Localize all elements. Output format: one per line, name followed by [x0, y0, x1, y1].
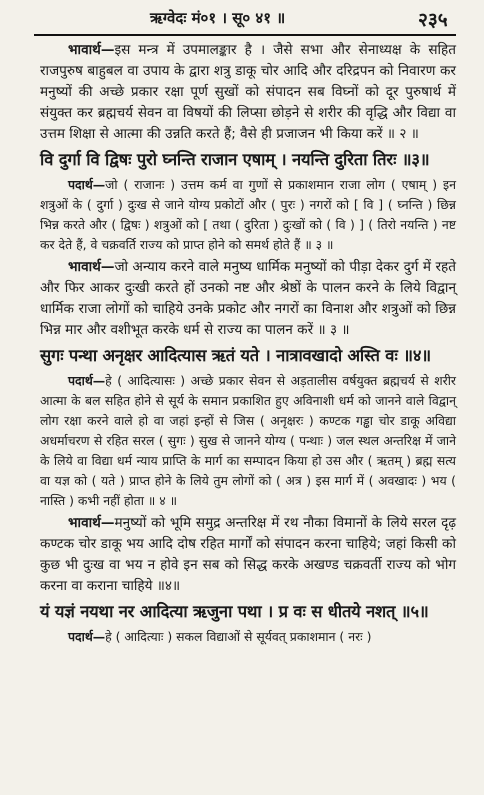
padartha-3-paragraph	[40, 175, 456, 255]
page-number: २३५	[418, 9, 448, 31]
verse-5: यं यज्ञं नयथा नर आदित्या ऋजुना पथा । प्र वः स धीतये नशत् ॥५॥	[40, 602, 429, 621]
bhavartha-4-text: मनुष्यों को भूमि समुद्र अन्तरिक्ष में रथ नौका विमानों के लिये सरल दृढ़ कण्टक चोर डाकू भय आदि दोष रहित मार्गों को संपादन करना चाहिये; जहां किसी को कुछ भी दुःख वा भय न होवे इन सब को सिद्ध करके अखण्ड चक्रवर्ती राज्य को भोग करना वा कराना चाहिये ॥४॥	[40, 515, 456, 594]
page-header	[0, 0, 484, 34]
page-body	[40, 40, 456, 647]
verse-4: सुगः पन्था अनृक्षर आदित्यास ऋतं यते । नात्रावखादो अस्ति वः ॥४॥	[40, 346, 431, 365]
bhavartha-3-label: भावार्थ—	[68, 259, 115, 275]
running-header: ऋग्वेदः मं०१ । सू० ४१ ॥	[150, 9, 286, 27]
bhavartha-4-paragraph	[40, 513, 456, 597]
bhavartha-3-text: जो अन्याय करने वाले मनुष्य धार्मिक मनुष्यों को पीड़ा देकर दुर्ग में रहते और फिर आकर दुःखी करते हों उनको नष्ट और श्रेष्ठों के पालन करने के लिये विद्वान् धार्मिक राजा लोगों को चाहिये उनके प्रकोट और नगरों का विनाश और शत्रुओं को छिन्न भिन्न मार और वशीभूत करके धर्म से राज्य का पालन करें ॥ ३ ॥	[40, 259, 456, 338]
verse-3: वि दुर्गा वि द्विषः पुरो घ्नन्ति राजान एषाम् । नयन्ति दुरिता तिरः ॥३॥	[40, 150, 430, 169]
padartha-5-label: पदार्थ—	[68, 629, 106, 644]
bhavartha-4-label: भावार्थ—	[68, 515, 115, 531]
padartha-4-label: पदार्थ—	[68, 373, 106, 388]
padartha-5-text: हे ( आदित्याः ) सकल विद्याओं से सूर्यवत् प्रकाशमान ( नरः )	[105, 629, 372, 644]
padartha-4-paragraph	[40, 371, 456, 511]
bhavartha-2-text: इस मन्त्र में उपमालङ्कार है । जैसे सभा और सेनाध्यक्ष के सहित राजपुरुष बाहुबल वा उपाय के द्वारा शत्रु डाकू चोर आदि और दरिद्रपन को निवारण कर मनुष्यों की अच्छे प्रकार रक्षा पूर्ण सुखों को संपादन सब विघ्नों को दूर पुरुषार्थ में संयुक्त कर ब्रह्मचर्य सेवन वा विषयों की लिप्सा छोड़ने से शरीर की वृद्धि और विद्या वा उत्तम शिक्षा से आत्मा की उन्नति करते हैं; वैसे ही प्रजाजन भी किया करें ॥ २ ॥	[40, 42, 456, 142]
padartha-5-paragraph	[40, 627, 456, 647]
bhavartha-3-paragraph	[40, 257, 456, 341]
padartha-4-text: हे ( आदित्यासः ) अच्छे प्रकार सेवन से अड़तालीस वर्षयुक्त ब्रह्मचर्य से शरीर आत्मा के बल सहित होने से सूर्य के समान प्रकाशित हुए अविनाशी धर्म को जानने वाले विद्वान् लोग रक्षा करने वाले हो वा जहां इन्हों से जिस ( अनृक्षरः ) कण्टक गड्ढा चोर डाकू अविद्या अधर्माचरण से रहित सरल ( सुगः ) सुख से जानने योग्य ( पन्थाः ) जल स्थल अन्तरिक्ष में जाने के लिये वा विद्या धर्म न्याय प्राप्ति के मार्ग का सम्पादन किया हो उस और ( ऋतम् ) ब्रह्म सत्य वा यज्ञ को ( यते ) प्राप्त होने के लिये तुम लोगों को ( अत्र ) इस मार्ग में ( अवखादः ) भय ( नास्ति ) कभी नहीं होता ॥ ४ ॥	[40, 373, 456, 508]
bhavartha-2-paragraph	[40, 40, 456, 145]
padartha-3-text: जो ( राजानः ) उत्तम कर्म वा गुणों से प्रकाशमान राजा लोग ( एषाम् ) इन शत्रुओं के ( दुर्गा ) दुःख से जाने योग्य प्रकोटों और ( पुरः ) नगरों को [ वि ] ( घ्नन्ति ) छिन्न भिन्न करते और ( द्विषः ) शत्रुओं को [ तथा ( दुरिता ) दुःखों को ( वि ) ] ( तिरो नयन्ति ) नष्ट कर देते हैं, वे चक्रवर्ति राज्य को प्राप्त होने को समर्थ होते हैं ॥ ३ ॥	[40, 177, 456, 252]
header-rule	[34, 34, 456, 36]
bhavartha-2-label: भावार्थ—	[68, 42, 115, 58]
padartha-3-label: पदार्थ—	[68, 177, 106, 192]
